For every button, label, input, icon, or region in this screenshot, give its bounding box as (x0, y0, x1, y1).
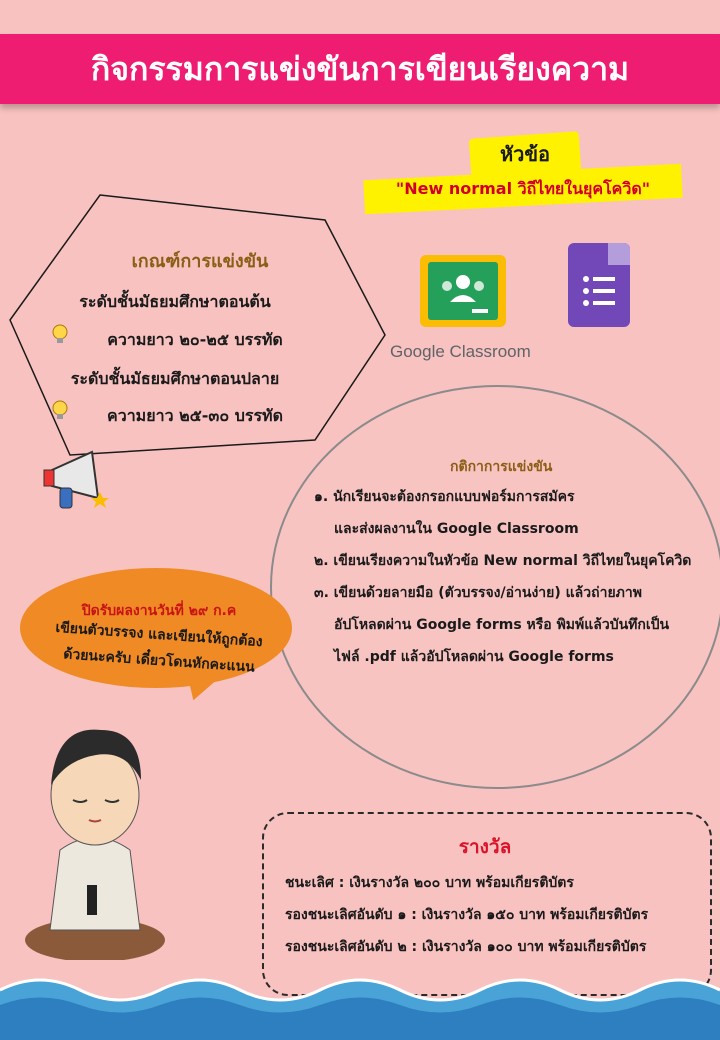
classroom-caption: Google Classroom (390, 342, 531, 361)
rules-title: กติกาการแข่งขัน (450, 459, 553, 475)
reward-third: รองชนะเลิศอันดับ ๒ : เงินรางวัล ๑๐๐ บาท พร้อมเกียรติบัตร (285, 939, 647, 955)
notice-line-1: เขียนตัวบรรจง และเขียนให้ถูกต้อง (54, 619, 264, 651)
rule-item-3-cont-2: ไฟล์ .pdf แล้วอัปโหลดผ่าน Google forms (334, 649, 614, 665)
reward-first: ชนะเลิศ : เงินรางวัล ๒๐๐ บาท พร้อมเกียรติบัตร (285, 875, 574, 891)
rule-item-2: ๒. เขียนเรียงความในหัวข้อ New normal วิถีไทยในยุคโควิด (314, 553, 692, 569)
rule-item-1: ๑. นักเรียนจะต้องกรอกแบบฟอร์มการสมัคร (314, 489, 575, 505)
rule-item-3: ๓. เขียนด้วยลายมือ (ตัวบรรจง/อ่านง่าย) แล้วถ่ายภาพ (314, 585, 642, 601)
criteria-title: เกณฑ์การแข่งขัน (131, 251, 269, 272)
criteria-level-senior: ระดับชั้นมัธยมศึกษาตอนปลาย (70, 369, 280, 388)
criteria-length-senior: ความยาว ๒๕-๓๐ บรรทัด (107, 406, 283, 425)
topic-label: หัวข้อ (499, 142, 551, 166)
rule-item-1-cont: และส่งผลงานใน Google Classroom (334, 521, 579, 537)
criteria-level-junior: ระดับชั้นมัธยมศึกษาตอนต้น (79, 292, 271, 311)
page-title: กิจกรรมการแข่งขันการเขียนเรียงความ (90, 50, 630, 88)
rule-item-3-cont: อัปโหลดผ่าน Google forms หรือ พิมพ์แล้วบันทึกเป็น (334, 617, 670, 633)
notice-line-2: ด้วยนะครับ เดี๋ยวโดนหักคะแนน (62, 646, 256, 676)
topic-value: "New normal วิถีไทยในยุคโควิด" (395, 179, 651, 198)
reward-title: รางวัล (458, 836, 512, 858)
sea-waves (0, 960, 720, 1040)
deadline-notice: ปิดรับผลงานวันที่ ๒๙ ก.ค (81, 603, 237, 619)
boy-illustration (25, 700, 175, 960)
criteria-length-junior: ความยาว ๒๐-๒๕ บรรทัด (107, 330, 283, 349)
megaphone-icon (40, 440, 120, 520)
reward-second: รองชนะเลิศอันดับ ๑ : เงินรางวัล ๑๕๐ บาท พร้อมเกียรติบัตร (285, 907, 649, 923)
